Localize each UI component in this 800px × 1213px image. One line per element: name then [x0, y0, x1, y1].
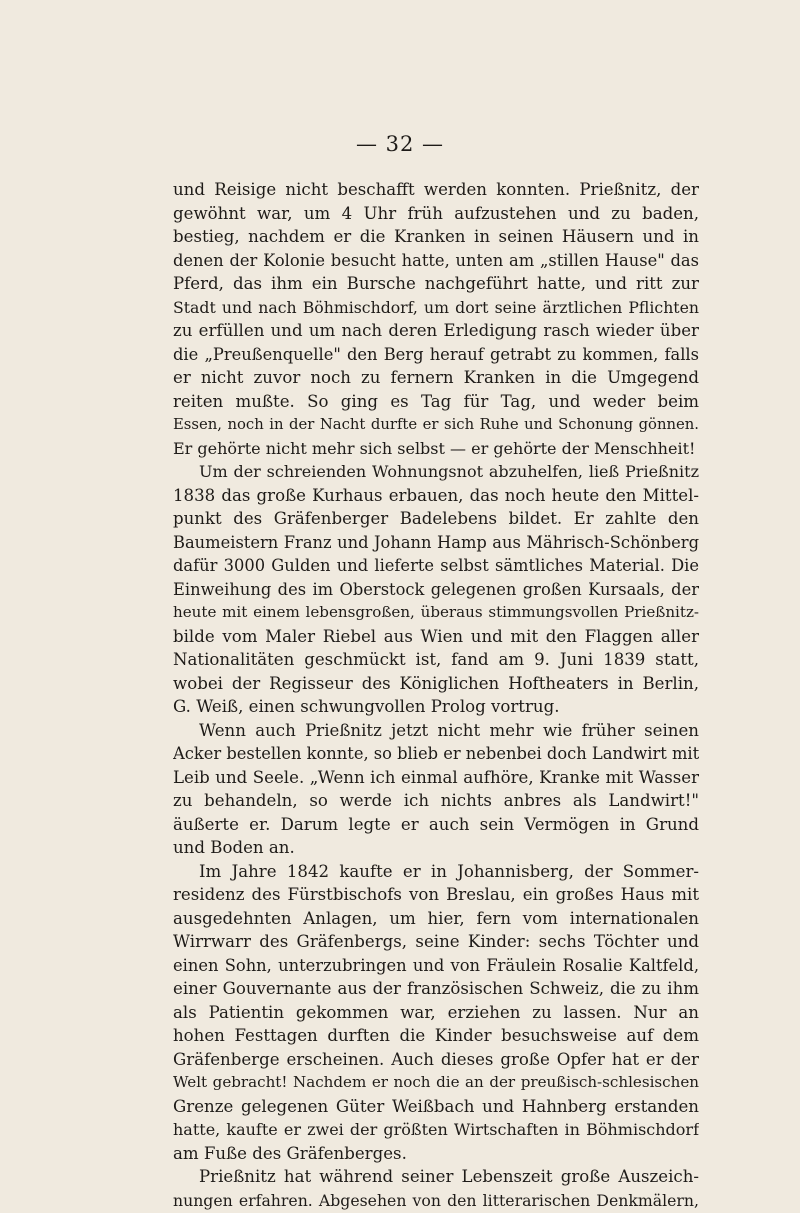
text-line: und Reisige nicht beschafft werden konnten. Prießnitz, der: [173, 180, 699, 199]
text-line: heute mit einem lebensgroßen, überaus stimmungsvollen Prießnitz-: [173, 603, 699, 621]
text-line: Um der schreienden Wohnungsnot abzuhelfen, ließ Prießnitz: [199, 462, 699, 481]
text-line: Leib und Seele. „Wenn ich einmal aufhöre, Kranke mit Wasser: [173, 767, 699, 787]
text-line: Pferd, das ihm ein Bursche nachgeführt hatte, und ritt zur: [173, 274, 699, 293]
text-line: äußerte er. Darum legte er auch sein Vermögen in Grund: [173, 814, 699, 834]
text-line: bilde vom Maler Riebel aus Wien und mit den Flaggen aller: [173, 626, 699, 646]
text-line: G. Weiß, einen schwungvollen Prolog vortrug.: [173, 697, 560, 716]
text-line: zu behandeln, so werde ich nichts anbres als Landwirt!": [173, 791, 699, 810]
text-line: Wirrwarr des Gräfenbergs, seine Kinder: sechs Töchter und: [173, 932, 699, 951]
text-line: hohen Festtagen durften die Kinder besuchsweise auf dem: [173, 1026, 699, 1045]
text-line: Einweihung des im Oberstock gelegenen großen Kursaals, der: [173, 579, 699, 599]
page-number: — 32 —: [355, 132, 445, 156]
text-line: hatte, kaufte er zwei der größten Wirtschaften in Böhmischdorf: [173, 1120, 699, 1139]
text-line: dafür 3000 Gulden und lieferte selbst sämtliches Material. Die: [173, 556, 699, 575]
text-line: die „Preußenquelle" den Berg herauf getrabt zu kommen, falls: [173, 344, 699, 364]
text-line: Prießnitz hat während seiner Lebenszeit große Auszeich-: [199, 1167, 699, 1186]
text-line: Baumeistern Franz und Johann Hamp aus Mährisch-Schönberg: [173, 532, 699, 552]
text-line: er nicht zuvor noch zu fernern Kranken in die Umgegend: [173, 368, 699, 387]
text-line: als Patientin gekommen war, erziehen zu lassen. Nur an: [173, 1002, 699, 1022]
text-line: ausgedehnten Anlagen, um hier, fern vom internationalen: [173, 908, 699, 928]
text-line: Stadt und nach Böhmischdorf, um dort seine ärztlichen Pflichten: [173, 297, 699, 317]
text-line: denen der Kolonie besucht hatte, unten am „stillen Hause" das: [173, 250, 699, 270]
body-text: [173, 178, 699, 1212]
text-line: einer Gouvernante aus der französischen Schweiz, die zu ihm: [173, 979, 699, 998]
text-line: 1838 das große Kurhaus erbauen, das noch heute den Mittel-: [173, 485, 699, 505]
text-line: residenz des Fürstbischofs von Breslau, ein großes Haus mit: [173, 885, 699, 904]
text-line: nungen erfahren. Abgesehen von den litterarischen Denkmälern,: [173, 1190, 699, 1210]
text-line: am Fuße des Gräfenberges.: [173, 1143, 407, 1163]
text-line: Acker bestellen konnte, so blieb er nebenbei doch Landwirt mit: [173, 744, 699, 763]
text-line: Er gehörte nicht mehr sich selbst — er gehörte der Menschheit!: [173, 438, 696, 458]
text-line: Welt gebracht! Nachdem er noch die an der preußisch-schlesischen: [173, 1073, 699, 1091]
text-line: Essen, noch in der Nacht durfte er sich Ruhe und Schonung gönnen.: [173, 416, 699, 433]
text-line: einen Sohn, unterzubringen und von Fräulein Rosalie Kaltfeld,: [173, 955, 699, 975]
text-line: Grenze gelegenen Güter Weißbach und Hahnberg erstanden: [173, 1096, 699, 1116]
text-line: wobei der Regisseur des Königlichen Hoftheaters in Berlin,: [173, 673, 699, 693]
text-line: punkt des Gräfenberger Badelebens bildet. Er zahlte den: [173, 509, 699, 528]
text-line: zu erfüllen und um nach deren Erledigung rasch wieder über: [173, 321, 699, 340]
text-line: Nationalitäten geschmückt ist, fand am 9. Juni 1839 statt,: [173, 650, 699, 669]
text-line: Wenn auch Prießnitz jetzt nicht mehr wie früher seinen: [199, 720, 699, 740]
text-line: bestieg, nachdem er die Kranken in seinen Häusern und in: [173, 227, 699, 246]
text-line: Gräfenberge erscheinen. Auch dieses große Opfer hat er der: [173, 1049, 699, 1069]
text-line: reiten mußte. So ging es Tag für Tag, und weder beim: [173, 391, 699, 411]
text-line: Im Jahre 1842 kaufte er in Johannisberg, der Sommer-: [199, 861, 699, 881]
text-line: und Boden an.: [173, 838, 295, 857]
text-line: gewöhnt war, um 4 Uhr früh aufzustehen und zu baden,: [173, 203, 699, 223]
